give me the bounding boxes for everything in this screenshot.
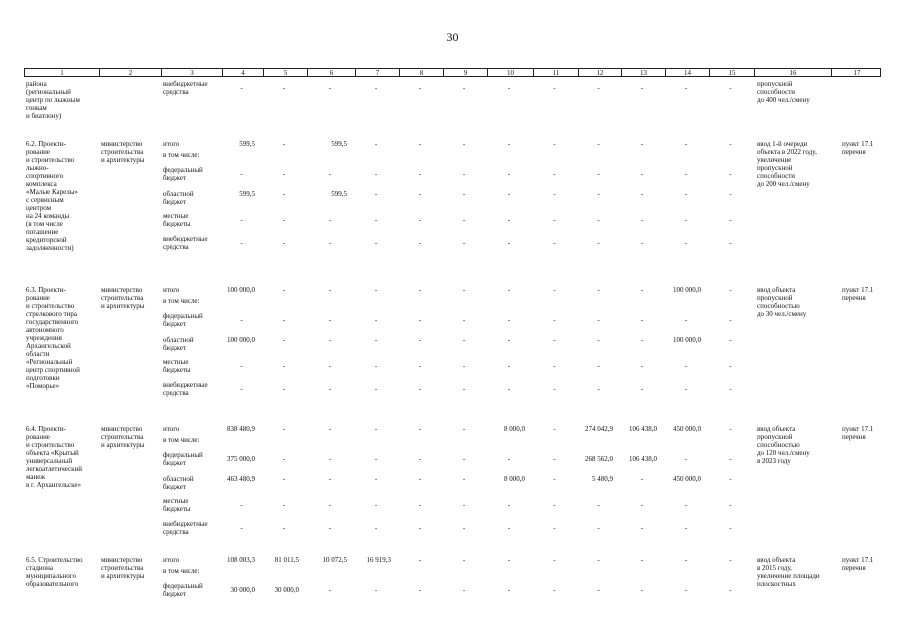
value-cell: - <box>328 316 332 324</box>
column-header-2: 2 <box>99 69 161 77</box>
value-cell: - <box>640 336 644 344</box>
responsible-ministry: министерство строительства и архитектуры <box>101 286 145 310</box>
column-header-7: 7 <box>355 69 399 77</box>
value-cell: - <box>328 475 332 483</box>
value-cell: 108 003,3 <box>227 556 255 564</box>
value-cell: - <box>374 190 378 198</box>
value-cell: - <box>240 239 243 247</box>
value-cell: - <box>597 216 600 224</box>
value-cell: - <box>507 362 511 370</box>
value-cell: 450 000,0 <box>673 475 701 483</box>
expected-result: пропускной способности до 400 чел./смену <box>757 80 810 104</box>
value-cell: - <box>507 501 511 509</box>
value-cell: - <box>240 501 243 509</box>
value-cell: 599,5 <box>239 190 255 198</box>
value-cell: - <box>328 586 332 594</box>
value-cell: - <box>328 170 332 178</box>
value-cell: - <box>328 501 332 509</box>
value-cell: - <box>328 455 332 463</box>
value-cell: - <box>597 501 600 509</box>
value-cell: - <box>597 286 600 294</box>
value-cell: - <box>374 455 378 463</box>
value-cell: - <box>553 316 556 324</box>
value-cell: - <box>282 239 286 247</box>
row-label: областной бюджет <box>163 190 194 206</box>
value-cell: - <box>282 425 286 433</box>
section-name: 6.3. Проекти- рование и строительство стрелкового тира государственного автономного учреждения Архангельской области «Региональный центр спортивной подготовки «Поморье» <box>26 286 80 390</box>
value-cell: - <box>553 455 556 463</box>
value-cell: - <box>553 216 556 224</box>
row-label: федеральный бюджет <box>163 582 203 598</box>
section-name: района (региональный центр по лыжным гонкам и биатлону) <box>26 80 80 120</box>
value-cell: - <box>684 216 688 224</box>
row-label: в том числе: <box>163 151 200 159</box>
value-cell: 8 000,0 <box>504 425 525 433</box>
column-header-15: 15 <box>709 69 754 77</box>
value-cell: 100 000,0 <box>227 286 255 294</box>
value-cell: - <box>418 425 422 433</box>
row-label: внебюджетные средства <box>163 381 208 397</box>
value-cell: - <box>462 239 466 247</box>
value-cell: - <box>282 455 286 463</box>
value-cell: - <box>282 140 286 148</box>
expected-result: ввод объекта пропускной способностью до 30 чел./смену <box>757 286 807 318</box>
row-label: внебюджетные средства <box>163 80 208 96</box>
value-cell: - <box>462 190 466 198</box>
responsible-ministry: министерство строительства и архитектуры <box>101 556 145 580</box>
value-cell: - <box>374 475 378 483</box>
column-header-8: 8 <box>399 69 443 77</box>
value-cell: - <box>507 216 511 224</box>
value-cell: - <box>640 556 644 564</box>
value-cell: - <box>507 316 511 324</box>
value-cell: - <box>640 501 644 509</box>
value-cell: - <box>374 524 378 532</box>
value-cell: - <box>462 385 466 393</box>
value-cell: - <box>418 140 422 148</box>
value-cell: - <box>640 362 644 370</box>
value-cell: - <box>462 362 466 370</box>
value-cell: - <box>729 170 732 178</box>
value-cell: - <box>729 475 732 483</box>
value-cell: - <box>507 455 511 463</box>
value-cell: - <box>418 239 422 247</box>
row-label: итого <box>163 425 180 433</box>
value-cell: - <box>640 170 644 178</box>
value-cell: - <box>462 336 466 344</box>
value-cell: 100 000,0 <box>227 336 255 344</box>
value-cell: - <box>640 524 644 532</box>
value-cell: - <box>462 316 466 324</box>
value-cell: - <box>374 170 378 178</box>
list-reference: пункт 17.1 перечня <box>842 556 874 572</box>
value-cell: - <box>507 170 511 178</box>
value-cell: - <box>729 216 732 224</box>
row-label: в том числе: <box>163 436 200 444</box>
value-cell: - <box>684 84 688 92</box>
value-cell: - <box>640 385 644 393</box>
value-cell: - <box>553 84 556 92</box>
value-cell: - <box>729 556 732 564</box>
value-cell: - <box>507 556 511 564</box>
value-cell: - <box>462 286 466 294</box>
value-cell: - <box>729 501 732 509</box>
column-header-1: 1 <box>60 69 64 77</box>
value-cell: 106 438,0 <box>629 425 657 433</box>
value-cell: - <box>553 425 556 433</box>
value-cell: - <box>684 385 688 393</box>
row-label: внебюджетные средства <box>163 235 208 251</box>
value-cell: - <box>597 170 600 178</box>
value-cell: - <box>418 501 422 509</box>
value-cell: - <box>729 84 732 92</box>
column-header-row <box>24 68 881 77</box>
value-cell: - <box>240 385 243 393</box>
list-reference: пункт 17.1 перечня <box>842 286 874 302</box>
value-cell: - <box>240 170 243 178</box>
value-cell: - <box>418 586 422 594</box>
column-header-5: 5 <box>263 69 307 77</box>
column-header-16: 16 <box>754 69 831 77</box>
value-cell: - <box>597 385 600 393</box>
value-cell: 599,5 <box>239 140 255 148</box>
value-cell: 100 000,0 <box>673 336 701 344</box>
value-cell: - <box>282 84 286 92</box>
value-cell: - <box>418 524 422 532</box>
value-cell: - <box>328 524 332 532</box>
value-cell: - <box>418 316 422 324</box>
value-cell: 838 480,9 <box>227 425 255 433</box>
value-cell: - <box>418 556 422 564</box>
value-cell: - <box>684 170 688 178</box>
value-cell: - <box>553 336 556 344</box>
row-label: итого <box>163 140 180 148</box>
value-cell: - <box>374 286 378 294</box>
value-cell: - <box>553 170 556 178</box>
value-cell: - <box>507 190 511 198</box>
value-cell: - <box>684 190 688 198</box>
value-cell: - <box>729 586 732 594</box>
value-cell: - <box>684 362 688 370</box>
value-cell: 268 562,0 <box>585 455 613 463</box>
value-cell: - <box>328 425 332 433</box>
value-cell: - <box>418 190 422 198</box>
value-cell: 10 072,5 <box>322 556 347 564</box>
value-cell: - <box>418 475 422 483</box>
value-cell: - <box>597 239 600 247</box>
value-cell: 16 919,3 <box>366 556 391 564</box>
value-cell: - <box>597 362 600 370</box>
value-cell: - <box>729 239 732 247</box>
list-reference: пункт 17.1 перечня <box>842 140 874 156</box>
value-cell: - <box>418 385 422 393</box>
value-cell: - <box>507 239 511 247</box>
row-label: в том числе: <box>163 297 200 305</box>
row-label: итого <box>163 286 180 294</box>
row-label: федеральный бюджет <box>163 451 203 467</box>
value-cell: - <box>282 216 286 224</box>
value-cell: - <box>684 455 688 463</box>
column-header-17: 17 <box>831 69 882 77</box>
value-cell: - <box>462 140 466 148</box>
value-cell: - <box>729 362 732 370</box>
row-label: федеральный бюджет <box>163 166 203 182</box>
value-cell: - <box>640 286 644 294</box>
page-number: 30 <box>446 30 459 44</box>
value-cell: 375 000,0 <box>227 455 255 463</box>
value-cell: - <box>462 170 466 178</box>
row-label: местные бюджеты <box>163 212 191 228</box>
row-label: областной бюджет <box>163 336 194 352</box>
value-cell: - <box>374 425 378 433</box>
value-cell: - <box>684 239 688 247</box>
row-label: итого <box>163 556 180 564</box>
value-cell: - <box>597 316 600 324</box>
value-cell: - <box>640 316 644 324</box>
value-cell: 5 480,9 <box>592 475 613 483</box>
expected-result: ввод объекта пропускной способностью до 120 чел./смену в 2023 году <box>757 425 810 465</box>
column-header-9: 9 <box>443 69 487 77</box>
row-label: местные бюджеты <box>163 358 191 374</box>
value-cell: - <box>597 586 600 594</box>
value-cell: - <box>282 170 286 178</box>
value-cell: - <box>374 140 378 148</box>
section-name: 6.4. Проекти- рование и строительство объекта «Крытый универсальный легкоатлетический манеж в г. Архангельске» <box>26 425 83 489</box>
column-header-13: 13 <box>621 69 665 77</box>
value-cell: - <box>462 216 466 224</box>
value-cell: - <box>729 524 732 532</box>
value-cell: - <box>553 524 556 532</box>
column-header-10: 10 <box>487 69 533 77</box>
value-cell: - <box>729 286 732 294</box>
value-cell: - <box>418 216 422 224</box>
value-cell: - <box>507 524 511 532</box>
value-cell: - <box>553 362 556 370</box>
value-cell: - <box>374 84 378 92</box>
row-label: областной бюджет <box>163 475 194 491</box>
value-cell: - <box>729 140 732 148</box>
value-cell: 8 000,0 <box>504 475 525 483</box>
value-cell: - <box>418 336 422 344</box>
value-cell: - <box>328 239 332 247</box>
value-cell: 106 438,0 <box>629 455 657 463</box>
value-cell: - <box>462 84 466 92</box>
value-cell: - <box>462 425 466 433</box>
value-cell: - <box>374 239 378 247</box>
section-name: 6.2. Проекти- рование и строительство лыжно- спортивного комплекса «Малые Карелы» с сервисным центром на 24 команды (в том числе погашение кредиторской задолженности) <box>26 140 78 252</box>
value-cell: - <box>553 586 556 594</box>
value-cell: - <box>553 556 556 564</box>
value-cell: - <box>507 586 511 594</box>
value-cell: - <box>418 84 422 92</box>
value-cell: - <box>640 84 644 92</box>
value-cell: - <box>553 286 556 294</box>
value-cell: - <box>462 455 466 463</box>
expected-result: ввод 1-й очереди объекта в 2022 году, увеличение пропускной способности до 200 чел./смену <box>757 140 817 188</box>
value-cell: 599,5 <box>331 140 347 148</box>
expected-result: ввод объекта в 2015 году, увеличение площади плоскостных <box>757 556 820 588</box>
column-header-6: 6 <box>307 69 355 77</box>
value-cell: - <box>684 586 688 594</box>
column-header-12: 12 <box>578 69 621 77</box>
value-cell: - <box>462 586 466 594</box>
value-cell: - <box>507 286 511 294</box>
value-cell: - <box>282 501 286 509</box>
value-cell: - <box>729 455 732 463</box>
value-cell: - <box>328 336 332 344</box>
value-cell: - <box>597 524 600 532</box>
value-cell: - <box>328 385 332 393</box>
value-cell: - <box>282 475 286 483</box>
value-cell: - <box>374 336 378 344</box>
column-header-11: 11 <box>533 69 578 77</box>
value-cell: 450 000,0 <box>673 425 701 433</box>
value-cell: 30 000,0 <box>230 586 255 594</box>
section-name: 6.5. Строительство стадиона муниципального образовательного <box>26 556 83 588</box>
column-header-14: 14 <box>665 69 709 77</box>
value-cell: - <box>640 216 644 224</box>
value-cell: - <box>240 216 243 224</box>
value-cell: - <box>553 385 556 393</box>
value-cell: - <box>328 362 332 370</box>
value-cell: - <box>328 84 332 92</box>
value-cell: - <box>240 524 243 532</box>
value-cell: - <box>240 84 243 92</box>
value-cell: - <box>282 286 286 294</box>
value-cell: - <box>374 316 378 324</box>
value-cell: - <box>328 216 332 224</box>
value-cell: - <box>729 336 732 344</box>
value-cell: - <box>462 501 466 509</box>
value-cell: - <box>507 84 511 92</box>
value-cell: - <box>553 140 556 148</box>
value-cell: - <box>462 556 466 564</box>
value-cell: - <box>640 190 644 198</box>
row-label: внебюджетные средства <box>163 520 208 536</box>
value-cell: - <box>240 316 243 324</box>
value-cell: - <box>462 475 466 483</box>
value-cell: - <box>640 586 644 594</box>
value-cell: - <box>553 475 556 483</box>
value-cell: - <box>597 190 600 198</box>
value-cell: - <box>507 336 511 344</box>
value-cell: 274 042,9 <box>585 425 613 433</box>
value-cell: - <box>374 216 378 224</box>
value-cell: - <box>282 316 286 324</box>
value-cell: - <box>597 140 600 148</box>
value-cell: - <box>507 140 511 148</box>
value-cell: - <box>282 385 286 393</box>
value-cell: - <box>374 501 378 509</box>
value-cell: - <box>282 336 286 344</box>
list-reference: пункт 17.1 перечня <box>842 425 874 441</box>
value-cell: - <box>729 316 732 324</box>
value-cell: - <box>418 170 422 178</box>
value-cell: - <box>684 556 688 564</box>
row-label: в том числе: <box>163 567 200 575</box>
value-cell: - <box>597 556 600 564</box>
value-cell: - <box>240 362 243 370</box>
value-cell: - <box>374 385 378 393</box>
row-label: федеральный бюджет <box>163 312 203 328</box>
value-cell: - <box>640 140 644 148</box>
value-cell: - <box>684 524 688 532</box>
value-cell: - <box>597 84 600 92</box>
value-cell: - <box>282 524 286 532</box>
value-cell: - <box>729 425 732 433</box>
value-cell: - <box>418 455 422 463</box>
value-cell: - <box>553 190 556 198</box>
value-cell: 81 011,5 <box>274 556 299 564</box>
value-cell: - <box>374 362 378 370</box>
value-cell: - <box>597 336 600 344</box>
value-cell: - <box>684 316 688 324</box>
value-cell: - <box>553 239 556 247</box>
value-cell: - <box>684 501 688 509</box>
value-cell: - <box>684 140 688 148</box>
value-cell: - <box>374 586 378 594</box>
value-cell: 30 000,0 <box>274 586 299 594</box>
value-cell: - <box>507 385 511 393</box>
value-cell: - <box>462 524 466 532</box>
value-cell: - <box>418 362 422 370</box>
column-header-3: 3 <box>161 69 222 77</box>
value-cell: - <box>418 286 422 294</box>
value-cell: - <box>640 239 644 247</box>
value-cell: 100 000,0 <box>673 286 701 294</box>
value-cell: - <box>328 286 332 294</box>
responsible-ministry: министерство строительства и архитектуры <box>101 140 145 164</box>
value-cell: - <box>553 501 556 509</box>
value-cell: - <box>640 475 644 483</box>
responsible-ministry: министерство строительства и архитектуры <box>101 425 145 449</box>
row-label: местные бюджеты <box>163 497 191 513</box>
value-cell: 599,5 <box>331 190 347 198</box>
value-cell: - <box>729 385 732 393</box>
value-cell: 463 480,9 <box>227 475 255 483</box>
column-header-4: 4 <box>222 69 263 77</box>
value-cell: - <box>729 190 732 198</box>
value-cell: - <box>282 362 286 370</box>
value-cell: - <box>282 190 286 198</box>
